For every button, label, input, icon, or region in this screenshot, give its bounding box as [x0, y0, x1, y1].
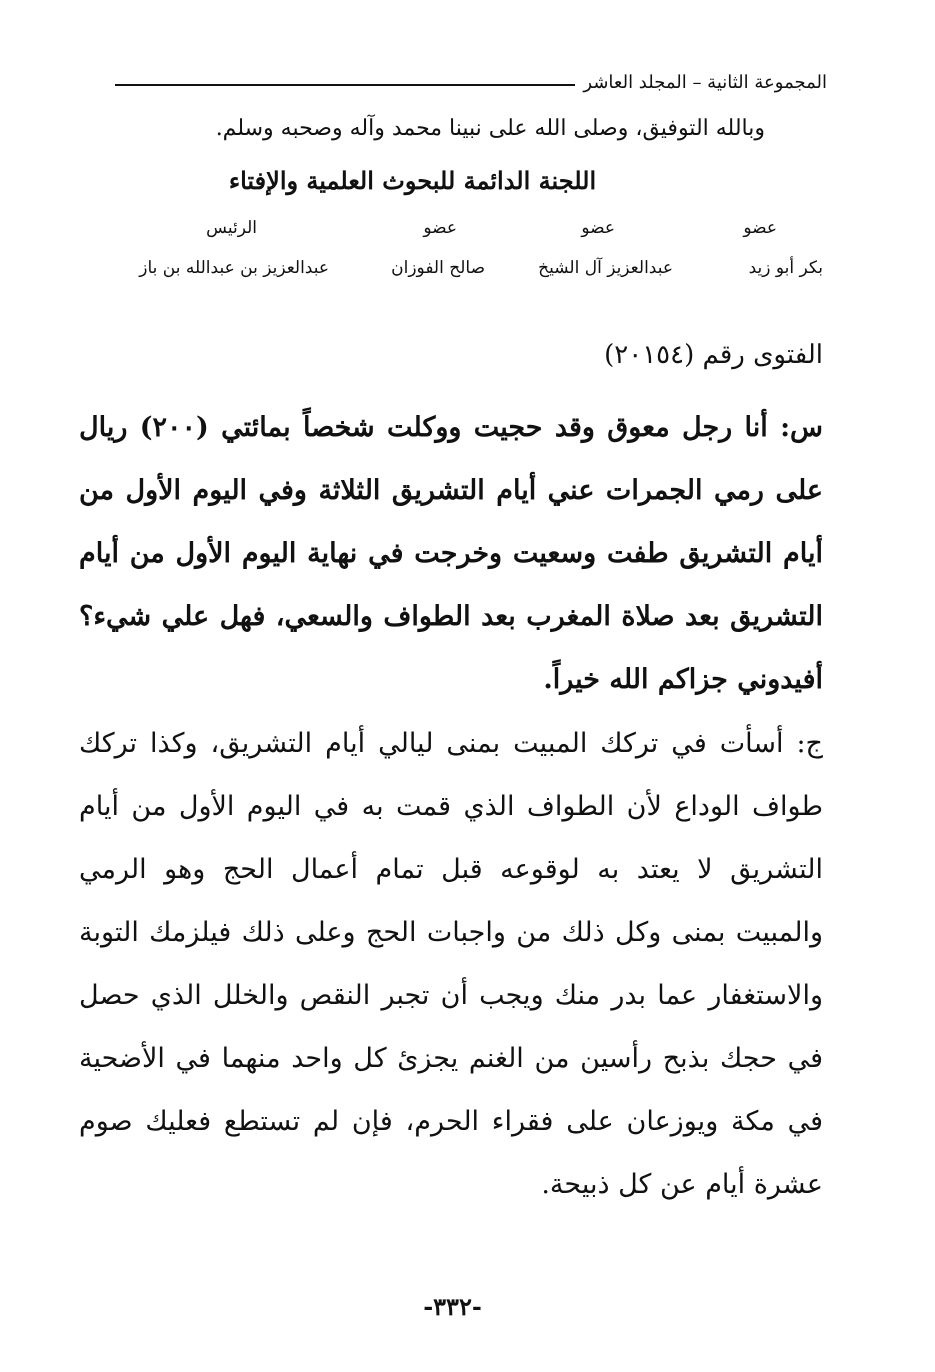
committee-name: اللجنة الدائمة للبحوث العلمية والإفتاء [228, 166, 597, 195]
running-header [115, 58, 827, 98]
question-paragraph: س: أنا رجل معوق وقد حجيت ووكلت شخصاً بمائتي (٢٠٠) ريال على رمي الجمرات عني أيام التشريق الثلاثة وفي اليوم الأول من أيام التشريق طفت وسعيت وخرجت في نهاية اليوم الأول من أيام التشريق بعد صلاة المغرب بعد الطواف والسعي، فهل علي شيء؟ أفيدوني جزاكم الله خيراً. [79, 412, 824, 695]
running-title: المجموعة الثانية – المجلد العاشر [583, 72, 827, 93]
signatory-role-4: الرئيس [206, 218, 257, 238]
fatwa-number: الفتوى رقم (٢٠١٥٤) [604, 340, 823, 370]
signatory-name-2: عبدالعزيز آل الشيخ [538, 258, 673, 278]
page-number: -٣٣٢- [423, 1292, 482, 1321]
signatory-role-2: عضو [581, 218, 615, 238]
signatory-role-1: عضو [743, 218, 777, 238]
answer-paragraph: ج: أسأت في تركك المبيت بمنى ليالي أيام التشريق، وكذا تركك طواف الوداع لأن الطواف الذي قمت به في اليوم الأول من أيام التشريق لا يعتد به لوقوعه قبل تمام أعمال الحج وهو الرمي والمبيت بمنى وكل ذلك من واجبات الحج وعلى ذلك فيلزمك التوبة والاستغفار عما بدر منك ويجب أن تجبر النقص والخلل الذي حصل في حجك بذبح رأسين من الغنم يجزئ كل واحد منهما في الأضحية في مكة ويوزعان على فقراء الحرم، فإن لم تستطع فعليك صوم عشرة أيام عن كل ذبيحة. [79, 728, 823, 1200]
signatory-name-1: بكر أبو زيد [748, 258, 823, 278]
signatory-role-3: عضو [423, 218, 457, 238]
signatory-name-3: صالح الفوزان [391, 258, 485, 278]
signatory-name-4: عبدالعزيز بن عبدالله بن باز [139, 258, 329, 278]
header-rule [115, 84, 575, 86]
closing-line: وبالله التوفيق، وصلى الله على نبينا محمد وآله وصحبه وسلم. [215, 116, 765, 141]
